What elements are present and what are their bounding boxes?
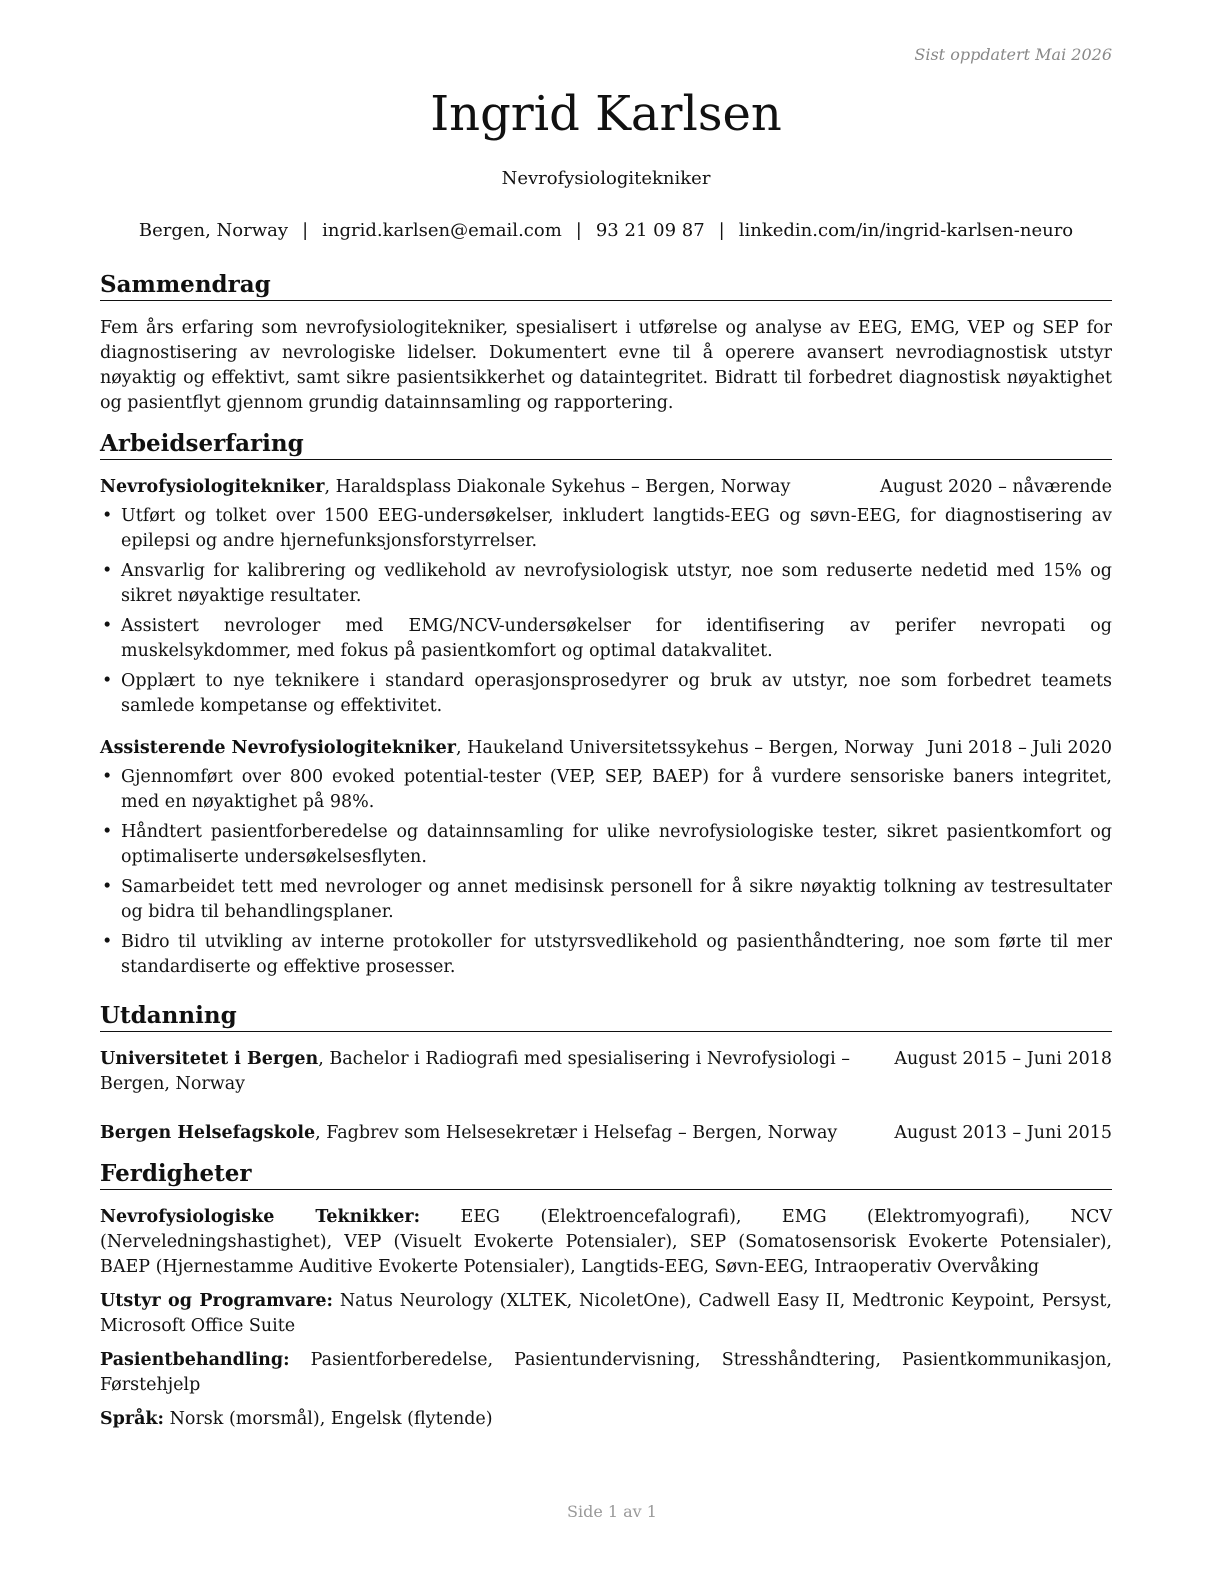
section-title-education: Utdanning: [100, 1003, 1112, 1032]
contact-separator: |: [575, 220, 582, 241]
job-role-employer: [100, 736, 914, 761]
job-header: [100, 736, 1112, 761]
job-bullet: • Gjennomført over 800 evoked potential-tester (VEP, SEP, BAEP) for å vurdere sensoriske baners integritet, med en nøyaktighet på 98%.: [100, 765, 1112, 815]
job-entry: [100, 736, 1112, 980]
summary-section: [100, 272, 1112, 416]
contact-line: [100, 220, 1112, 241]
job-employer: , Haukeland Universitetssykehus – Bergen, Norway: [456, 738, 914, 758]
education-school-detail: [100, 1047, 890, 1097]
candidate-name: Ingrid Karlsen: [430, 86, 782, 142]
job-dates: August 2020 – nåværende: [880, 477, 1112, 497]
section-title-skills: Ferdigheter: [100, 1161, 1112, 1190]
job-bullet: • Ansvarlig for kalibrering og vedlikehold av nevrofysiologisk utstyr, noe som reduserte nedetid med 15% og sikret nøyaktige resultater.: [100, 559, 1112, 609]
job-dates: Juni 2018 – Juli 2020: [927, 738, 1112, 758]
job-bullet: • Håndtert pasientforberedelse og datainnsamling for ulike nevrofysiologiske tester, sikret pasientkomfort og optimaliserte undersøkelsesflyten.: [100, 820, 1112, 870]
job-bullet: • Opplært to nye teknikere i standard operasjonsprosedyrer og bruk av utstyr, noe som forbedret teamets samlede kompetanse og effektivitet.: [100, 669, 1112, 719]
job-bullets: [100, 504, 1112, 719]
job-bullet: • Bidro til utvikling av interne protokoller for utstyrsvedlikehold og pasienthåndtering, noe som førte til mer standardiserte og effektive prosesser.: [100, 930, 1112, 980]
skill-group: [100, 1205, 1112, 1280]
job-bullets: [100, 765, 1112, 980]
last-updated: Sist oppdatert Mai 2026: [914, 45, 1112, 64]
page-number: Side 1 av 1: [567, 1502, 657, 1521]
contact-separator: |: [718, 220, 725, 241]
skill-group: [100, 1407, 1112, 1432]
skill-label: Nevrofysiologiske Teknikker:: [100, 1207, 421, 1227]
skill-text: Natus Neurology (XLTEK, NicoletOne), Cadwell Easy II, Medtronic Keypoint, Persyst, Microsoft Office Suite: [100, 1291, 1112, 1336]
job-employer: , Haraldsplass Diakonale Sykehus – Bergen, Norway: [324, 477, 791, 497]
contact-location: Bergen, Norway: [138, 220, 289, 241]
skill-label: Utstyr og Programvare:: [100, 1291, 334, 1311]
summary-text: Fem års erfaring som nevrofysiologitekniker, spesialisert i utførelse og analyse av EEG, EMG, VEP og SEP for diagnostisering av nevrologiske lidelser. Dokumentert evne til å operere avansert nevrodiagnostisk utstyr nøyaktig og effektivt, samt sikre pasientsikkerhet og dataintegritet. Bidratt til forbedret diagnostisk nøyaktighet og pasientflyt gjennom grundig datainnsamling og rapportering.: [100, 318, 1112, 413]
job-header: [100, 475, 1112, 500]
education-entry: [100, 1047, 1112, 1097]
skills-section: [100, 1161, 1112, 1441]
experience-section: [100, 431, 1112, 985]
contact-linkedin[interactable]: linkedin.com/in/ingrid-karlsen-neuro: [738, 220, 1074, 241]
job-role: Nevrofysiologitekniker: [100, 477, 325, 497]
contact-separator: |: [302, 220, 309, 241]
job-title: Nevrofysiologitekniker: [501, 168, 711, 189]
contact-email[interactable]: ingrid.karlsen@email.com: [322, 220, 562, 241]
education-detail: , Bachelor i Radiografi med spesialisering i Nevrofysiologi – Bergen, Norway: [100, 1049, 851, 1094]
education-section: [100, 1003, 1112, 1146]
education-school-detail: [100, 1121, 837, 1146]
skill-text: Pasientforberedelse, Pasientundervisning, Stresshåndtering, Pasientkommunikasjon, Førstehjelp: [100, 1350, 1112, 1395]
section-title-experience: Arbeidserfaring: [100, 431, 1112, 460]
education-dates: August 2015 – Juni 2018: [894, 1049, 1112, 1069]
section-title-summary: Sammendrag: [100, 272, 1112, 301]
job-role: Assisterende Nevrofysiologitekniker: [100, 738, 456, 758]
skills-list: [100, 1205, 1112, 1432]
job-bullet: • Samarbeidet tett med nevrologer og annet medisinsk personell for å sikre nøyaktig tolkning av testresultater og bidra til behandlingsplaner.: [100, 875, 1112, 925]
skill-label: Pasientbehandling:: [100, 1350, 290, 1370]
skill-label: Språk:: [100, 1409, 165, 1429]
job-bullet: • Assistert nevrologer med EMG/NCV-undersøkelser for identifisering av perifer nevropati og muskelsykdommer, med fokus på pasientkomfort og optimal datakvalitet.: [100, 614, 1112, 664]
contact-phone: 93 21 09 87: [595, 220, 705, 241]
skill-text: EEG (Elektroencefalografi), EMG (Elektromyografi), NCV (Nerveledningshastighet), VEP (Visuelt Evokerte Potensialer), SEP (Somatosensorisk Evokerte Potensialer), BAEP (Hjernestamme Auditive Evokerte Potensialer), Langtids-EEG, Søvn-EEG, Intraoperativ Overvåking: [100, 1207, 1112, 1277]
education-school: Bergen Helsefagskole: [100, 1123, 316, 1143]
education-detail: , Fagbrev som Helsesekretær i Helsefag – Bergen, Norway: [315, 1123, 838, 1143]
education-dates: August 2013 – Juni 2015: [894, 1123, 1112, 1143]
job-bullet: • Utført og tolket over 1500 EEG-undersøkelser, inkludert langtids-EEG og søvn-EEG, for diagnostisering av epilepsi og andre hjernefunksjonsforstyrrelser.: [100, 504, 1112, 554]
job-role-employer: [100, 475, 790, 500]
education-school: Universitetet i Bergen: [100, 1049, 319, 1069]
job-entry: [100, 475, 1112, 719]
education-entry: [100, 1121, 1112, 1146]
skill-text: Norsk (morsmål), Engelsk (flytende): [164, 1409, 493, 1429]
skill-group: [100, 1289, 1112, 1339]
skill-group: [100, 1348, 1112, 1398]
